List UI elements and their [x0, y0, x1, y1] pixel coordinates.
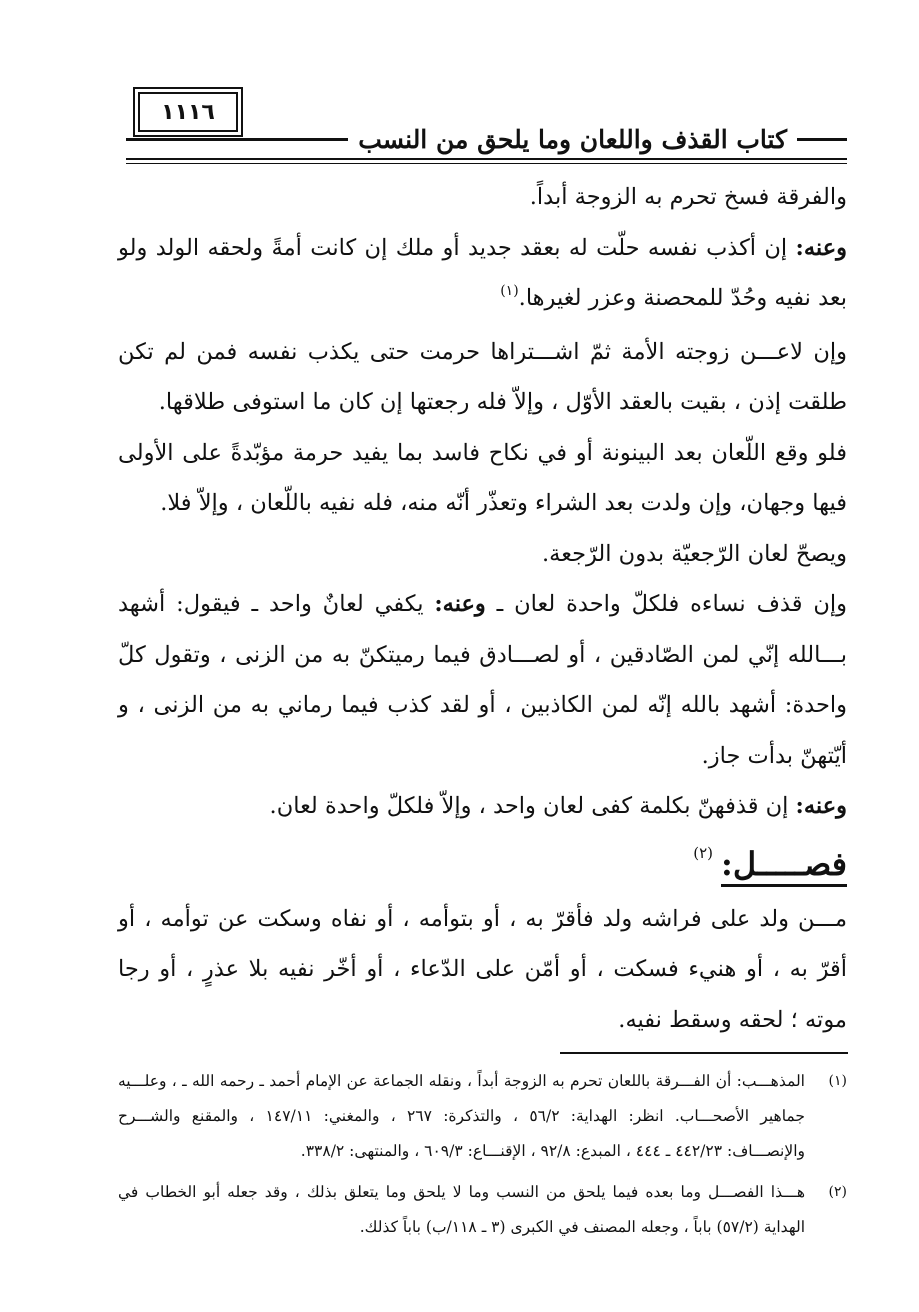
header-rule [126, 158, 847, 160]
paragraph-1-text: والفرقة فسخ تحرم به الزوجة أبداً. [529, 184, 847, 210]
footnote-2 [118, 1175, 847, 1245]
footnotes [118, 1064, 847, 1245]
header-rule-thin [126, 163, 847, 164]
paragraph-8-text: مـــن ولد على فراشه ولد فأقرّ به ، أو بتوأمه ، أو نفاه وسكت عن توأمه ، أو أقرّ به ، أو هنيء فسكت ، أو أمّن على الدّعاء ، أو أخّر نفيه بلا عذرٍ ، أو رجا موته ؛ لحقه وسقط نفيه. [118, 905, 847, 1033]
running-header [126, 122, 847, 156]
paragraph-5 [118, 529, 847, 580]
keyword-anhu: وعنه: [795, 234, 847, 261]
paragraph-6 [118, 579, 847, 781]
paragraph-6-text-a: وإن قذف نساءه فلكلّ واحدة لعان ـ [485, 591, 847, 617]
paragraph-5-text: ويصحّ لعان الرّجعيّة بدون الرّجعة. [542, 540, 847, 567]
paragraph-4 [118, 428, 847, 529]
footnote-separator [560, 1052, 848, 1054]
footnote-number: (٢) [828, 1184, 847, 1200]
paragraph-1 [118, 172, 847, 223]
paragraph-2-text: إن أكذب نفسه حلّت له بعقد جديد أو ملك إن كانت أمةً ولحقه الولد ولو بعد نفيه وحُدّ للمحصنة وعزر لغيرها. [118, 234, 847, 311]
footnote-ref-1: (١) [500, 283, 519, 299]
header-dash-right [797, 138, 847, 141]
keyword-anhu: وعنه: [434, 591, 486, 617]
section-heading [118, 840, 847, 892]
page-number: ١١١٦ [138, 92, 238, 132]
footnote-number: (١) [828, 1073, 847, 1089]
main-text [118, 172, 847, 1045]
footnote-text: المذهـــب: أن الفـــرقة باللعان تحرم به الزوجة أبداً ، ونقله الجماعة عن الإمام أحمد ـ رحمه الله ـ ، وعلـــيه جماهير الأصحـــاب. انظر: الهداية: ٥٦/٢ ، والتذكرة: ٢٦٧ ، والمغني: ١٤٧/١١ ، والمقنع والشـــرح والإنصـــاف: ٤٤٢/٢٣ ـ ٤٤٤ ، المبدع: ٩٢/٨ ، الإقنـــاع: ٦٠٩/٣ ، والمنتهى: ٣٣٨/٢. [118, 1072, 805, 1160]
paragraph-2 [118, 223, 847, 327]
running-title: كتاب القذف واللعان وما يلحق من النسب [358, 124, 787, 154]
footnote-ref-2: (٢) [693, 844, 714, 863]
section-heading-word: فصـــــل: [721, 844, 847, 887]
footnote-1 [118, 1064, 847, 1169]
keyword-anhu: وعنه: [795, 793, 847, 819]
paragraph-3 [118, 327, 847, 428]
paragraph-6-text-b: يكفي لعانٌ واحد ـ فيقول: أشهد بـــالله إنّي لمن الصّادقين ، أو لصـــادق فيما رميتكنّ به من الزنى ، وتقول كلّ واحدة: أشهد بالله إنّه لمن الكاذبين ، أو لقد كذب فيما رماني به من الزنى ، و أيّتهنّ بدأت جاز. [118, 591, 847, 769]
paragraph-8 [118, 894, 847, 1046]
paragraph-4-text: فلو وقع اللّعان بعد البينونة أو في نكاح فاسد بما يفيد حرمة مؤبّدةً على الأولى فيها وجهان، وإن ولدت بعد الشراء وتعذّر أنّه منه، فله نفيه باللّعان ، وإلاّ فلا. [118, 439, 847, 516]
paragraph-3-text: وإن لاعـــن زوجته الأمة ثمّ اشـــتراها حرمت حتى يكذب نفسه فمن لم تكن طلقت إذن ، بقيت بالعقد الأوّل ، وإلاّ فله رجعتها إن كان ما استوفى طلاقها. [118, 338, 847, 415]
footnote-text: هـــذا الفصـــل وما بعده فيما يلحق من النسب وما لا يلحق وما يتعلق بذلك ، وقد جعله أبو الخطاب في الهداية (٥٧/٢) باباً ، وجعله المصنف في الكبرى (٣ ـ ١١٨/ب) باباً كذلك. [118, 1183, 805, 1236]
paragraph-7 [118, 781, 847, 832]
paragraph-7-text: إن قذفهنّ بكلمة كفى لعان واحد ، وإلاّ فلكلّ واحدة لعان. [269, 793, 796, 819]
header-dash-left [126, 138, 348, 141]
